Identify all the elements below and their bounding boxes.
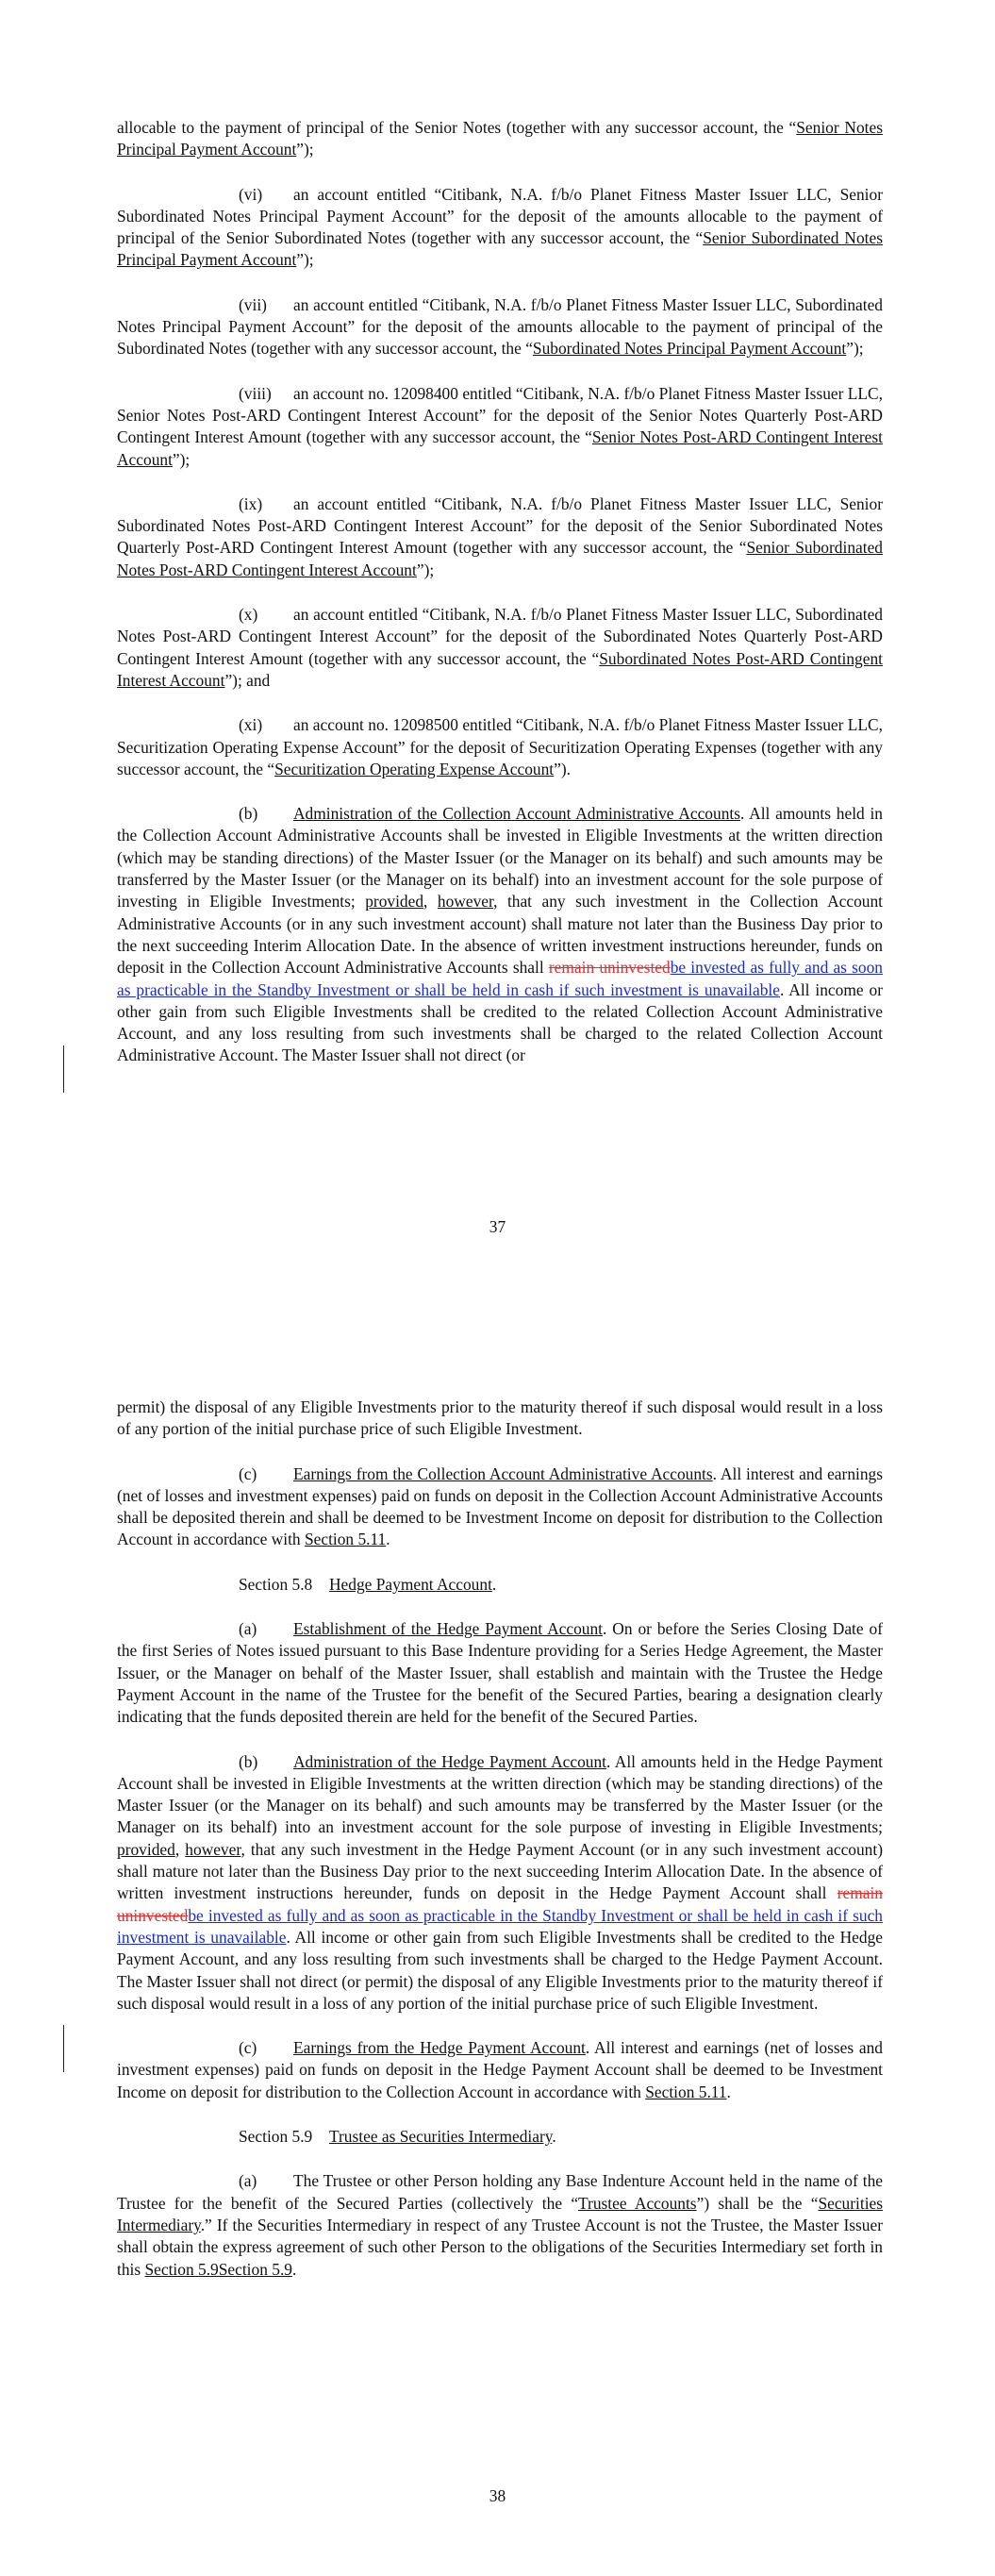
section-heading: Earnings from the Collection Account Administrative Accounts [293, 1464, 713, 1483]
paragraph-b-hedge-administration: (b) Administration of the Hedge Payment Account. All amounts held in the Hedge Payment Account shall be invested in Eligible Investments at the written direction (which may be standing directions) of the Master Issuer (or the Manager on its behalf) and such amounts may be transferred by the Master Issuer (or the Manager on its behalf) into an investment account for the sole purpose of investing in Eligible Investments; provided, however, that any such investment in the Hedge Payment Account (or in any such investment account) shall mature not later than the Business Day prior to the next succeeding Interim Allocation Date. In the absence of written investment instructions hereunder, funds on deposit in the Hedge Payment Account shall remain uninvestedbe invested as fully and as soon as practicable in the Standby Investment or shall be held in cash if such investment is unavailable. All income or other gain from such Eligible Investments shall be credited to the Hedge Payment Account, and any loss resulting from such investments shall be charged to the Hedge Payment Account. The Master Issuer shall not direct (or permit) the disposal of any Eligible Investments prior to the maturity thereof if such disposal would result in a loss of any portion of the initial purchase price of such Eligible Investment. [117, 1751, 883, 2013]
defined-term: Senior Notes Principal Payment Account [117, 118, 883, 159]
paragraph-x: (x) an account entitled “Citibank, N.A. f/b/o Planet Fitness Master Issuer LLC, Subordinated Notes Post-ARD Contingent Interest Account” for the deposit of the Subordinated Notes Quarterly Post-ARD Contingent Interest Amount (together with any successor account, the “Subordinated Notes Post-ARD Contingent Interest Account”); and [117, 605, 883, 690]
paragraph-c-hedge-earnings: (c) Earnings from the Hedge Payment Account. All interest and earnings (net of losses and investment expenses) paid on funds on deposit in the Hedge Payment Account shall be deemed to be Investment Income on deposit for distribution to the Collection Account in accordance with Section 5.11. [117, 2038, 883, 2101]
change-bar [63, 1045, 64, 1093]
paragraph-c-earnings: (c) Earnings from the Collection Account Administrative Accounts. All interest and earnings (net of losses and investment expenses) paid on funds on deposit in the Collection Account Administrative Accounts shall be deposited therein and shall be deemed to be Investment Income on deposit for distribution to the Collection Account in accordance with Section 5.11. [117, 1464, 883, 1549]
defined-term: Trustee Accounts [578, 2193, 697, 2213]
section-heading: Earnings from the Hedge Payment Account [293, 2038, 586, 2058]
page-37-body [117, 117, 883, 1067]
paragraph-continued: permit) the disposal of any Eligible Investments prior to the maturity thereof if such disposal would result in a loss of any portion of the initial purchase price of such Eligible Investment. [117, 1397, 883, 1439]
defined-term: Securities Intermediary [117, 2193, 884, 2234]
paragraph-ix: (ix) an account entitled “Citibank, N.A. f/b/o Planet Fitness Master Issuer LLC, Senior Subordinated Notes Post-ARD Contingent Interest Account” for the deposit of the Senior Subordinated Notes Quarterly Post-ARD Contingent Interest Amount (together with any successor account, the “Senior Subordinated Notes Post-ARD Contingent Interest Account”); [117, 493, 883, 579]
section-heading: Establishment of the Hedge Payment Account [293, 1619, 604, 1639]
paragraph-a-securities-intermediary: (a) The Trustee or other Person holding any Base Indenture Account held in the name of the Trustee for the benefit of the Secured Parties (collectively the “Trustee Accounts”) shall be the “Securities Intermediary.” If the Securities Intermediary in respect of any Trustee Account is not the Trustee, the Master Issuer shall obtain the express agreement of such other Person to the obligations of the Securities Intermediary set forth in this Section 5.9Section 5.9. [117, 2171, 884, 2279]
defined-term: Senior Subordinated Notes Principal Payment Account [117, 228, 883, 270]
page-38-body [117, 1397, 883, 2281]
defined-term: Senior Notes Post-ARD Contingent Interest Account [117, 427, 883, 469]
cross-reference: Section 5.11 [304, 1530, 387, 1549]
inserted-text: be invested as fully and as soon as practicable in the Standby Investment or shall be held in cash if such investment is unavailable [117, 1905, 883, 1947]
page-38 [0, 1397, 995, 2576]
defined-term: Securitization Operating Expense Account [274, 759, 555, 778]
paragraph-viii: (viii) an account no. 12098400 entitled “Citibank, N.A. f/b/o Planet Fitness Master Issuer LLC, Senior Notes Post-ARD Contingent Interest Account” for the deposit of the Senior Notes Quarterly Post-ARD Contingent Interest Amount (together with any successor account, the “Senior Notes Post-ARD Contingent Interest Account”); [117, 383, 883, 469]
paragraph-b-administration: (b) Administration of the Collection Account Administrative Accounts. All amounts held in the Collection Account Administrative Accounts shall be invested in Eligible Investments at the written direction (which may be standing directions) of the Master Issuer (or the Manager on its behalf) and such amounts may be transferred by the Master Issuer (or the Manager on its behalf) into an investment account for the sole purpose of investing in Eligible Investments; provided, however, that any such investment in the Collection Account Administrative Accounts (or in any such investment account) shall mature not later than the Business Day prior to the next succeeding Interim Allocation Date. In the absence of written investment instructions hereunder, funds on deposit in the Collection Account Administrative Accounts shall remain uninvestedbe invested as fully and as soon as practicable in the Standby Investment or shall be held in cash if such investment is unavailable. All income or other gain from such Eligible Investments shall be credited to the related Collection Account Administrative Account, and any loss resulting from such investments shall be charged to the related Collection Account Administrative Account. The Master Issuer shall not direct (or [117, 804, 883, 1065]
deleted-text: remain uninvested [548, 958, 671, 978]
paragraph-a-establishment: (a) Establishment of the Hedge Payment Account. On or before the Series Closing Date of the first Series of Notes issued pursuant to this Base Indenture providing for a Series Hedge Agreement, the Master Issuer, or the Manager on behalf of the Master Issuer, shall establish and maintain with the Trustee the Hedge Payment Account in the name of the Trustee for the benefit of the Secured Parties, bearing a designation clearly indicating that the funds deposited therein are held for the benefit of the Secured Parties. [117, 1619, 883, 1727]
paragraph-vi: (vi) an account entitled “Citibank, N.A. f/b/o Planet Fitness Master Issuer LLC, Senior Subordinated Notes Principal Payment Account” for the deposit of the amounts allocable to the payment of principal of the Senior Subordinated Notes (together with any successor account, the “Senior Subordinated Notes Principal Payment Account”); [117, 184, 883, 270]
inserted-text: be invested as fully and as soon as practicable in the Standby Investment or shall be held in cash if such investment is unavailable [117, 958, 883, 999]
defined-term: Subordinated Notes Post-ARD Contingent Interest Account [117, 648, 883, 690]
section-heading: Administration of the Hedge Payment Account [293, 1751, 607, 1771]
page-number: 38 [489, 2486, 506, 2505]
section-heading: Administration of the Collection Account Administrative Accounts [293, 804, 740, 824]
defined-term: Senior Subordinated Notes Post-ARD Contingent Interest Account [117, 538, 883, 579]
deleted-text: remain uninvested [117, 1883, 883, 1925]
paragraph-xi: (xi) an account no. 12098500 entitled “Citibank, N.A. f/b/o Planet Fitness Master Issuer LLC, Securitization Operating Expense Account” for the deposit of Securitization Operating Expenses (together with any successor account, the “Securitization Operating Expense Account”). [117, 715, 883, 778]
defined-term: Subordinated Notes Principal Payment Account [532, 339, 847, 359]
page-number: 37 [489, 1217, 506, 1236]
section-5-9-heading: Section 5.9 Trustee as Securities Intermediary. [239, 2127, 556, 2147]
paragraph-senior-notes-principal: allocable to the payment of principal of the Senior Notes (together with any successor account, the “Senior Notes Principal Payment Account”); [117, 118, 883, 159]
section-5-8-heading: Section 5.8 Hedge Payment Account. [239, 1574, 497, 1594]
paragraph-vii: (vii) an account entitled “Citibank, N.A. f/b/o Planet Fitness Master Issuer LLC, Subordinated Notes Principal Payment Account” for the deposit of the amounts allocable to the payment of principal of the Subordinated Notes (together with any successor account, the “Subordinated Notes Principal Payment Account”); [117, 294, 883, 359]
cross-reference: Section 5.9Section 5.9 [144, 2259, 292, 2279]
change-bar [63, 2025, 64, 2072]
cross-reference: Section 5.11 [645, 2082, 727, 2101]
